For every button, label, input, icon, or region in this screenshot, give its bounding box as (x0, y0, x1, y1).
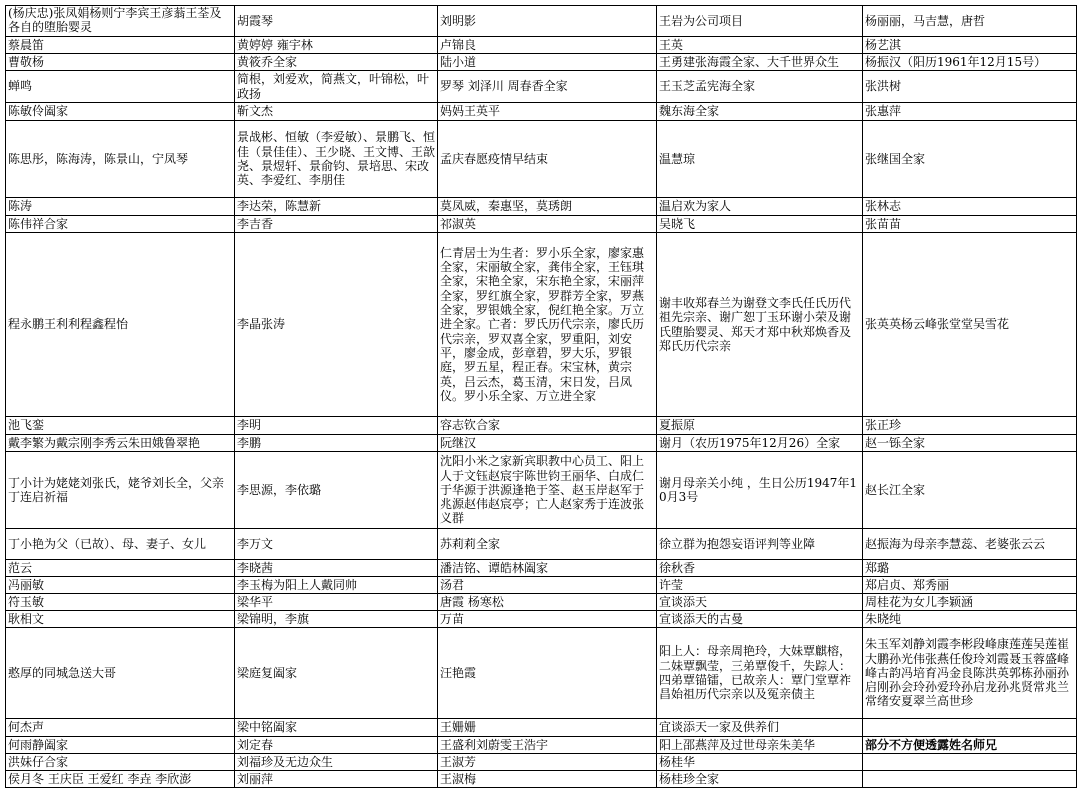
table-cell: 简根，刘爱欢，简燕文，叶锦松，叶政扬 (235, 71, 438, 103)
dedication-name-table (5, 5, 1077, 788)
table-cell: 陆小道 (438, 54, 657, 71)
table-cell: 宣谈添天的古曼 (657, 611, 863, 628)
table-cell: 刘丽萍 (235, 771, 438, 788)
table-cell: 王淑芳 (438, 754, 657, 771)
table-cell: 王淑梅 (438, 771, 657, 788)
table-cell: 张洪树 (863, 71, 1077, 103)
table-cell: 周桂花为女儿李颖涵 (863, 594, 1077, 611)
table-cell: 张林志 (863, 198, 1077, 216)
table-cell: 部分不方便透露姓名师兄 (863, 737, 1077, 754)
table-cell: 祁淑英 (438, 216, 657, 233)
table-cell: 张惠萍 (863, 103, 1077, 121)
table-cell: 梁华平 (235, 594, 438, 611)
table-cell: 王盛利刘蔚雯王浩宇 (438, 737, 657, 754)
table-cell: 李吉香 (235, 216, 438, 233)
table-cell: 陈涛 (6, 198, 235, 216)
table-cell: 沈阳小米之家新宾职教中心员工、阳上人于文钰赵宸宇陈世钧王丽华、白成仁于华源于洪源逢艳于筌、赵玉岸赵军于兆源赵伟赵宸亭；亡人赵家秀于连波张义群 (438, 452, 657, 529)
table-cell: 程永鹏王利利程鑫程怡 (6, 233, 235, 417)
table-cell (863, 771, 1077, 788)
table-cell: 刘福珍及无边众生 (235, 754, 438, 771)
table-cell: 景战彬、恒敏（李爱敏）、景鹏飞、恒佳（景佳佳）、王少晓、王文博、王歆尧、景煜轩、景俞钧、景培思、宋改英、李爱红、李朋佳 (235, 121, 438, 198)
table-cell: 宣谈添天 (657, 594, 863, 611)
table-row (6, 6, 1077, 37)
table-cell: 李晶张涛 (235, 233, 438, 417)
table-cell: 何杰声 (6, 719, 235, 737)
table-cell: 苏莉莉全家 (438, 529, 657, 560)
table-row (6, 216, 1077, 233)
table-cell: 杨振汉（阳历1961年12月15号） (863, 54, 1077, 71)
table-cell: 阳上人：母亲周艳玲，大妹覃麒榕，二妹覃飘莹，三弟覃俊千，失踪人：四弟覃锚镭，已故亲人：覃门堂覃祚昌始祖历代宗亲以及冤亲债主 (657, 628, 863, 719)
table-cell: 王英 (657, 37, 863, 54)
table-cell: 孟庆春愿疫情早结束 (438, 121, 657, 198)
table-cell: 吴晓飞 (657, 216, 863, 233)
table-row (6, 417, 1077, 435)
table-cell: 刘明影 (438, 6, 657, 37)
table-cell: 朱晓纯 (863, 611, 1077, 628)
table-cell: 李达荣，陈慧新 (235, 198, 438, 216)
table-row (6, 435, 1077, 452)
table-cell: 王勇建张海霞全家、大千世界众生 (657, 54, 863, 71)
table-row (6, 719, 1077, 737)
table-row (6, 54, 1077, 71)
table-cell: 池飞銮 (6, 417, 235, 435)
table-cell: 符玉敏 (6, 594, 235, 611)
table-row (6, 71, 1077, 103)
table-cell: 何雨静阖家 (6, 737, 235, 754)
table-cell: 靳文杰 (235, 103, 438, 121)
table-row (6, 628, 1077, 719)
table-cell: 唐霞 杨寒松 (438, 594, 657, 611)
table-cell: (杨庆忠)张凤娟杨则宁李宾王彦蓊王荃及各自的堕胎婴灵 (6, 6, 235, 37)
table-row (6, 233, 1077, 417)
table-row (6, 560, 1077, 577)
table-cell: 罗琴 刘泽川 周春香全家 (438, 71, 657, 103)
table-cell: 潘洁铭、谭皓林阖家 (438, 560, 657, 577)
table-cell: 张英英杨云峰张堂堂吴雪花 (863, 233, 1077, 417)
table-cell: 妈妈王英平 (438, 103, 657, 121)
table-row (6, 121, 1077, 198)
table-cell: 夏振原 (657, 417, 863, 435)
table-cell: 张正珍 (863, 417, 1077, 435)
table-cell: 宜谈添天一家及供养们 (657, 719, 863, 737)
table-cell: 郑启贞、郑秀丽 (863, 577, 1077, 594)
table-cell: 黄筱乔全家 (235, 54, 438, 71)
table-cell (863, 719, 1077, 737)
table-cell: 范云 (6, 560, 235, 577)
table-cell: 梁庭复阖家 (235, 628, 438, 719)
table-cell: 阮继汉 (438, 435, 657, 452)
table-row (6, 577, 1077, 594)
table-cell: 汪艳霞 (438, 628, 657, 719)
table-cell: 谢丰收郑春兰为谢登文李氏任氏历代祖先宗亲、谢广恕丁玉环谢小荣及谢氏堕胎婴灵、郑天才郑中秋郑焕香及郑氏历代宗亲 (657, 233, 863, 417)
table-cell: 赵长江全家 (863, 452, 1077, 529)
table-cell: 梁中铭阖家 (235, 719, 438, 737)
table-cell: 洪妹仔合家 (6, 754, 235, 771)
table-cell: 许莹 (657, 577, 863, 594)
table-cell: 张继国全家 (863, 121, 1077, 198)
table-cell: 阳上邵燕萍及过世母亲朱美华 (657, 737, 863, 754)
table-cell: 耿相文 (6, 611, 235, 628)
table-cell: 陈思彤，陈海涛，陈景山，宁凤琴 (6, 121, 235, 198)
table-cell: 容志钦合家 (438, 417, 657, 435)
table-row (6, 771, 1077, 788)
table-cell: 梁锦明，李旗 (235, 611, 438, 628)
table-cell: 王岩为公司项目 (657, 6, 863, 37)
table-cell: 李思源，李依璐 (235, 452, 438, 529)
table-cell: 赵一铄全家 (863, 435, 1077, 452)
table-cell: 王姗姗 (438, 719, 657, 737)
table-row (6, 37, 1077, 54)
table-cell: 陈伟祥合家 (6, 216, 235, 233)
table-cell: 万苗 (438, 611, 657, 628)
table-cell: 胡霞琴 (235, 6, 438, 37)
table-cell: 仁青居士为生者：罗小乐全家，廖家惠全家，宋丽敏全家，龚伟全家，王钰琪全家，宋艳全家，宋东艳全家，宋丽萍全家，罗红旗全家，罗群芳全家，罗燕全家，罗银娥全家，倪红艳全家。万立进全家。亡者：罗氏历代宗亲，廖氏历代宗亲，罗双喜全家，罗重阳，刘安平，廖金成，彭章碧，罗大乐，罗银庭，罗五星，程正春。宋宝林，黄宗英，吕云杰，葛玉清，宋日发，吕凤仪。罗小乐全家、万立进全家 (438, 233, 657, 417)
table-cell: 李万文 (235, 529, 438, 560)
table-cell: 谢月母亲关小纯 ，生日公历1947年10月3号 (657, 452, 863, 529)
table-cell: 陈敏伶阖家 (6, 103, 235, 121)
table-cell: 李鹏 (235, 435, 438, 452)
table-cell: 谢月（农历1975年12月26）全家 (657, 435, 863, 452)
table-cell: 魏东海全家 (657, 103, 863, 121)
table-cell: 憨厚的同城急送大哥 (6, 628, 235, 719)
table-cell: 王玉芝孟宪海全家 (657, 71, 863, 103)
table-cell: 杨丽丽，马吉慧，唐哲 (863, 6, 1077, 37)
table-cell: 杨艺淇 (863, 37, 1077, 54)
table-cell: 徐秋香 (657, 560, 863, 577)
table-cell: 赵振海为母亲李慧蕊、老婆张云云 (863, 529, 1077, 560)
table-cell: 温慧琼 (657, 121, 863, 198)
table-cell: 蝉鸣 (6, 71, 235, 103)
table-cell: 朱玉军刘静刘霞李彬段峰康莲莲吴莲崔大鹏孙光伟张燕任俊玲刘霞聂玉蓉盛峰峰古韵冯培育冯金良陈洪英郭栋孙丽孙启刚孙会玲孙爱玲孙启龙孙兆贤常兆兰常绪安夏翠兰高世珍 (863, 628, 1077, 719)
table-row (6, 103, 1077, 121)
table-cell: 郑璐 (863, 560, 1077, 577)
table-row (6, 737, 1077, 754)
table-cell: 冯丽敏 (6, 577, 235, 594)
table-cell: 戴李繁为戴宗刚李秀云朱田娥鲁翠艳 (6, 435, 235, 452)
table-cell: 李玉梅为阳上人戴同帅 (235, 577, 438, 594)
table-row (6, 198, 1077, 216)
table-cell: 张苗苗 (863, 216, 1077, 233)
table-cell: 杨桂华 (657, 754, 863, 771)
table-cell: 杨桂珍全家 (657, 771, 863, 788)
table-cell (863, 754, 1077, 771)
table-cell: 卢锦良 (438, 37, 657, 54)
table-cell: 李明 (235, 417, 438, 435)
table-cell: 曹敬杨 (6, 54, 235, 71)
table-cell: 刘定春 (235, 737, 438, 754)
table-cell: 莫凤威，秦惠坚，莫琇朗 (438, 198, 657, 216)
table-row (6, 452, 1077, 529)
table-row (6, 529, 1077, 560)
table-cell: 温启欢为家人 (657, 198, 863, 216)
table-cell: 丁小计为姥姥刘张氏，姥爷刘长全，父亲丁连启祈福 (6, 452, 235, 529)
table-row (6, 594, 1077, 611)
table-cell: 徐立群为抱怨妄语评判等业障 (657, 529, 863, 560)
table-row (6, 754, 1077, 771)
table-row (6, 611, 1077, 628)
table-cell: 黄婷婷 雍宇林 (235, 37, 438, 54)
table-cell: 蔡晨笛 (6, 37, 235, 54)
table-cell: 李晓茜 (235, 560, 438, 577)
table-cell: 侯月冬 王庆臣 王爱红 李垚 李欣澎 (6, 771, 235, 788)
table-cell: 汤君 (438, 577, 657, 594)
table-cell: 丁小艳为父（已故）、母、妻子、女儿 (6, 529, 235, 560)
